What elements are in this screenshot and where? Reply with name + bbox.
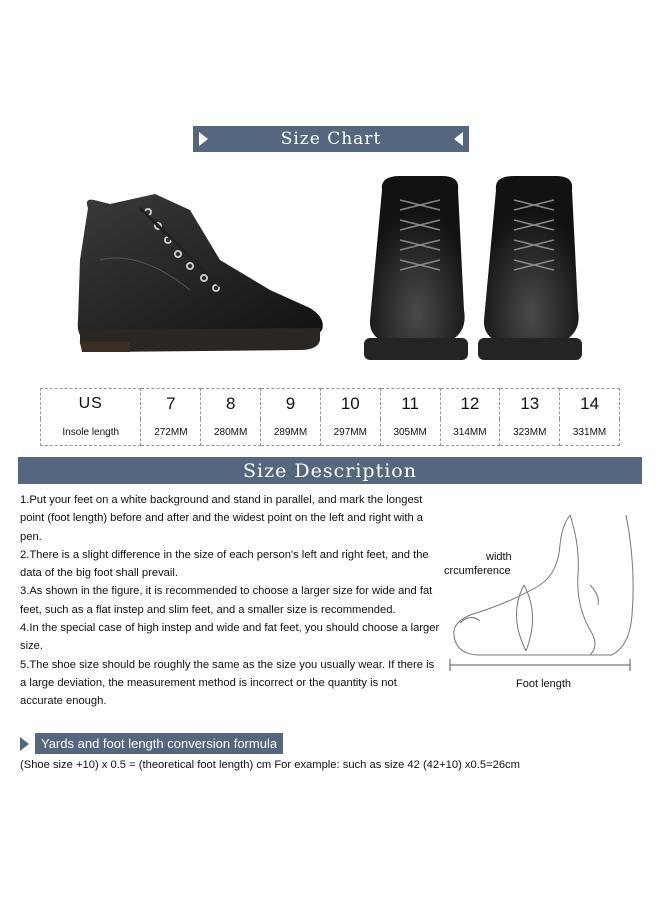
boot-side-view-image: [70, 190, 330, 360]
insole-length-row: [41, 419, 620, 446]
us-size-cell: 13: [500, 389, 560, 420]
insole-row-label: Insole length: [41, 419, 141, 446]
foot-length-label: Foot length: [516, 678, 572, 690]
us-size-row: [41, 389, 620, 420]
size-description-text: [20, 491, 440, 711]
insole-length-cell: 289MM: [261, 419, 321, 446]
size-description-title: Size Description: [243, 459, 417, 482]
description-item: 4.In the special case of high instep and wide and fat feet, you should choose a larger size.: [20, 622, 440, 653]
insole-length-cell: 323MM: [500, 419, 560, 446]
description-item: 3.As shown in the figure, it is recommended to choose a larger size for wide and fat feet, such as a flat instep and slim feet, and a smaller size is recommended.: [20, 585, 433, 616]
arrow-left-icon: [454, 132, 463, 146]
boots-front-view-image: [360, 170, 590, 370]
description-item: 2.There is a slight difference in the size of each person's left and right feet, and the data of the big foot shall prevail.: [20, 548, 429, 580]
circumference-label: crcumference: [444, 565, 511, 577]
us-size-cell: 7: [141, 389, 201, 420]
insole-length-cell: 272MM: [141, 419, 201, 446]
arrow-right-icon: [199, 132, 208, 146]
formula-banner: [20, 733, 283, 754]
us-size-cell: 11: [380, 389, 440, 420]
insole-length-cell: 305MM: [380, 419, 440, 446]
insole-length-cell: 314MM: [440, 419, 500, 446]
us-size-cell: 12: [440, 389, 500, 420]
insole-length-cell: 297MM: [320, 419, 380, 446]
us-size-cell: 10: [320, 389, 380, 420]
description-item: 5.The shoe size should be roughly the same as the size you usually wear. If there is a large deviation, the measurement method is incorrect or the quantity is not accurate enough.: [20, 658, 435, 708]
insole-length-cell: 280MM: [201, 419, 261, 446]
arrow-right-icon: [20, 737, 29, 751]
us-size-cell: 14: [560, 389, 620, 420]
us-size-cell: 8: [201, 389, 261, 420]
width-label: width: [486, 551, 512, 563]
size-description-banner: [18, 457, 642, 484]
formula-title: Yards and foot length conversion formula: [35, 733, 283, 754]
formula-text: (Shoe size +10) x 0.5 = (theoretical foot length) cm For example: such as size 42 (42+10) x0.5=26cm: [20, 759, 520, 771]
us-size-cell: 9: [261, 389, 321, 420]
foot-measurement-diagram: [440, 505, 645, 700]
us-row-label: US: [41, 389, 141, 420]
size-table: [40, 388, 620, 446]
description-item: 1.Put your feet on a white background and stand in parallel, and mark the longest point (foot length) before and after and the widest point on the left and right with a pen.: [20, 494, 424, 543]
size-chart-title: Size Chart: [280, 129, 382, 149]
size-chart-banner: [193, 126, 469, 152]
insole-length-cell: 331MM: [560, 419, 620, 446]
